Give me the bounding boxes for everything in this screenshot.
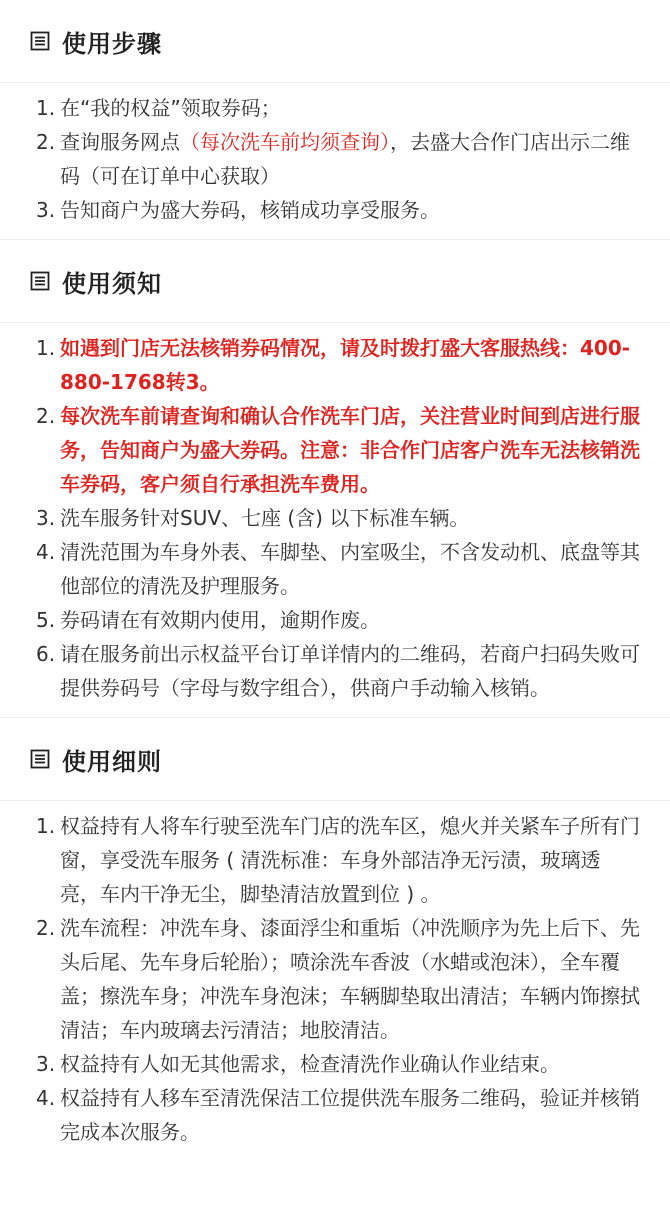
item-text: 权益持有人如无其他需求，检查清洗作业确认作业结束。 — [60, 1052, 560, 1076]
list-item — [36, 91, 640, 125]
item-text: 在“我的权益”领取券码； — [60, 96, 281, 120]
item-number: 4. — [36, 1086, 56, 1110]
item-number: 2. — [36, 404, 56, 428]
list-item — [36, 125, 640, 193]
list-item — [36, 535, 640, 603]
item-number: 1. — [36, 336, 56, 360]
list-item — [36, 193, 640, 227]
item-number: 3. — [36, 1052, 56, 1076]
item-text: 清洗范围为车身外表、车脚垫、内室吸尘，不含发动机、底盘等其他部位的清洗及护理服务。 — [60, 540, 640, 598]
item-number: 3. — [36, 506, 56, 530]
item-text: 权益持有人将车行驶至洗车门店的洗车区，熄火并关紧车子所有门窗，享受洗车服务 ( 清洗标准：车身外部洁净无污渍，玻璃透亮，车内干净无尘，脚垫清洁放置到位 ) 。 — [60, 814, 640, 906]
item-text: 如遇到门店无法核销券码情况，请及时拨打盛大客服热线：400-880-1768转3。 — [60, 336, 631, 394]
steps-list — [36, 91, 640, 227]
notice-list — [36, 331, 640, 705]
list-item — [36, 603, 640, 637]
item-number: 1. — [36, 96, 56, 120]
item-number: 6. — [36, 642, 56, 666]
section-usage-steps — [0, 0, 670, 239]
section-header — [0, 0, 670, 82]
section-usage-notice — [0, 239, 670, 717]
item-text: 请在服务前出示权益平台订单详情内的二维码，若商户扫码失败可提供券码号（字母与数字组合），供商户手动输入核销。 — [60, 642, 640, 700]
item-text: 券码请在有效期内使用，逾期作废。 — [60, 608, 380, 632]
item-number: 4. — [36, 540, 56, 564]
item-number: 2. — [36, 130, 56, 154]
item-text: 洗车流程：冲洗车身、漆面浮尘和重垢（冲洗顺序为先上后下、先头后尾、先车身后轮胎）；喷涂洗车香波（水蜡或泡沫），全车覆盖；擦洗车身；冲洗车身泡沫；车辆脚垫取出清洁；车辆内饰擦拭清洁；车内玻璃去污清洁；地胶清洁。 — [60, 916, 640, 1042]
highlight-text: （每次洗车前均须查询） — [180, 130, 390, 154]
item-number: 3. — [36, 198, 56, 222]
section-title: 使用细则 — [62, 747, 162, 776]
section-title: 使用须知 — [62, 269, 162, 298]
item-number: 5. — [36, 608, 56, 632]
list-icon — [30, 749, 50, 769]
list-icon — [30, 271, 50, 291]
list-item — [36, 331, 640, 399]
list-item — [36, 1047, 640, 1081]
section-header — [0, 240, 670, 322]
rules-list — [36, 809, 640, 1149]
list-item — [36, 809, 640, 911]
item-number: 2. — [36, 916, 56, 940]
section-header — [0, 718, 670, 800]
list-icon — [30, 31, 50, 51]
item-text: 洗车服务针对SUV、七座 (含) 以下标准车辆。 — [60, 506, 470, 530]
section-title: 使用步骤 — [62, 29, 162, 58]
item-text: 告知商户为盛大券码，核销成功享受服务。 — [60, 198, 440, 222]
list-item — [36, 501, 640, 535]
item-text: 每次洗车前请查询和确认合作洗车门店，关注营业时间到店进行服务，告知商户为盛大券码。注意：非合作门店客户洗车无法核销洗车券码，客户须自行承担洗车费用。 — [60, 404, 640, 496]
item-number: 1. — [36, 814, 56, 838]
list-item — [36, 399, 640, 501]
item-text: 查询服务网点（每次洗车前均须查询），去盛大合作门店出示二维码（可在订单中心获取） — [60, 130, 630, 188]
item-text: 权益持有人移车至清洗保洁工位提供洗车服务二维码，验证并核销完成本次服务。 — [60, 1086, 640, 1144]
list-item — [36, 911, 640, 1047]
list-item — [36, 1081, 640, 1149]
section-usage-rules — [0, 717, 670, 1161]
list-item — [36, 637, 640, 705]
